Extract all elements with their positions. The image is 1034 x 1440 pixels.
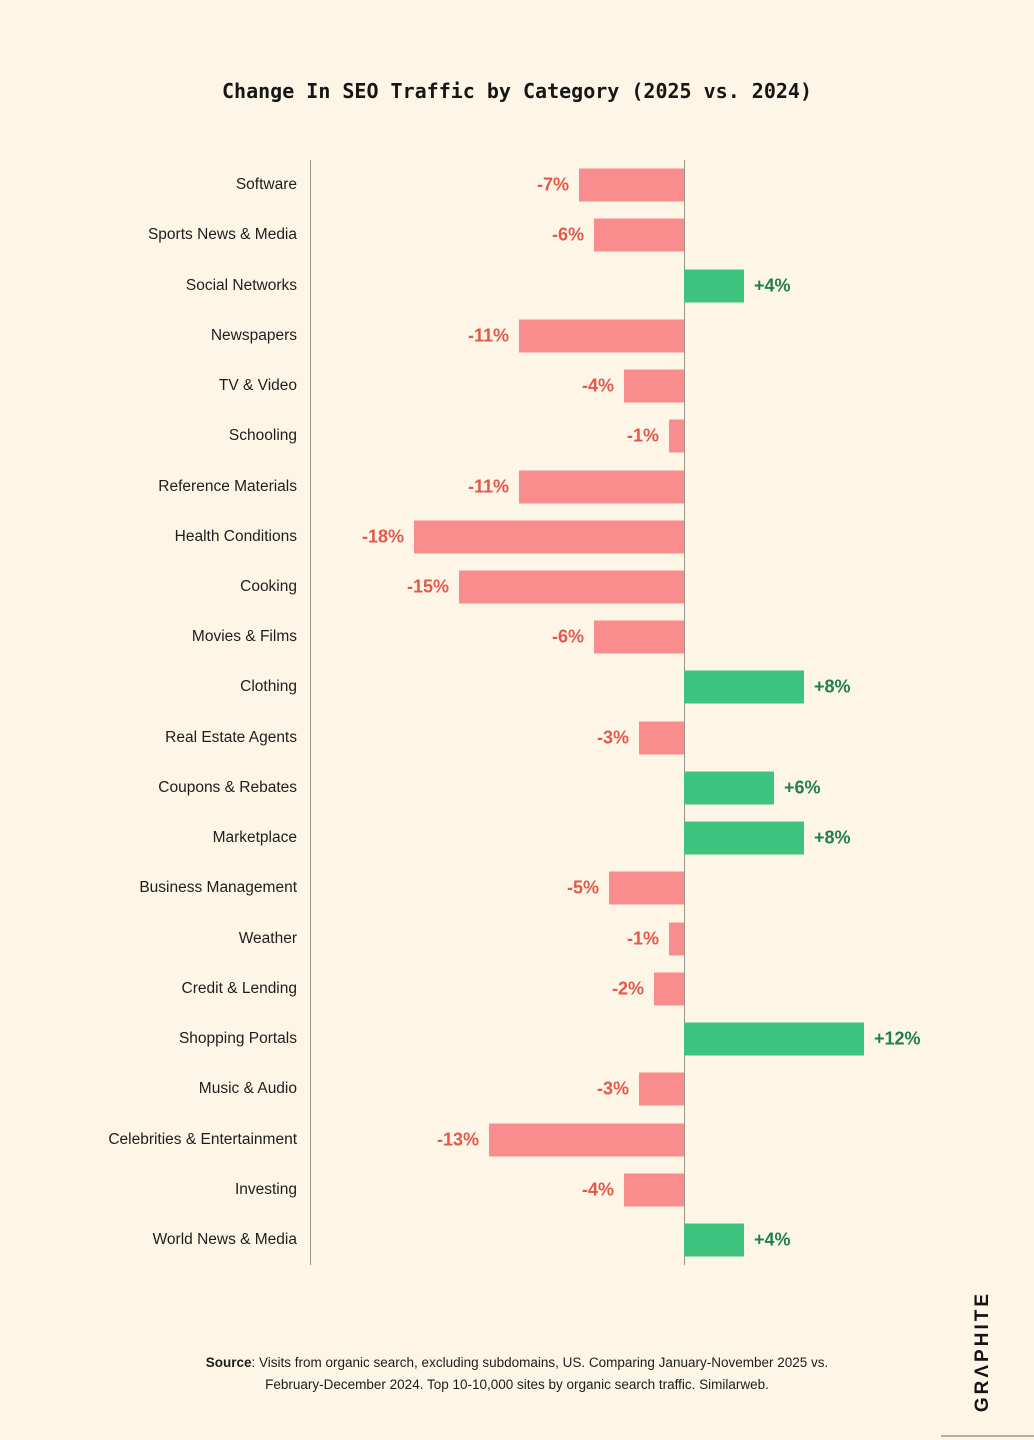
value-label: -15% xyxy=(406,576,449,597)
chart-row xyxy=(0,863,1034,913)
bar xyxy=(414,520,684,553)
value-label: -11% xyxy=(467,476,509,497)
source-text: : Visits from organic search, excluding subdomains, US. Comparing January-November 2025 vs. February-December 2024. Top 10-10,000 sites by organic search traffic. Similarweb. xyxy=(251,1355,829,1392)
chart-row xyxy=(0,1014,1034,1064)
bar xyxy=(684,822,804,855)
category-label: Investing xyxy=(234,1180,297,1198)
source-label: Source xyxy=(205,1355,252,1370)
value-label: +4% xyxy=(754,1229,791,1250)
chart-row xyxy=(0,311,1034,361)
value-label: -11% xyxy=(467,325,509,346)
bar xyxy=(489,1123,684,1156)
chart-row xyxy=(0,461,1034,511)
value-label: -4% xyxy=(581,375,614,396)
category-label: Newspapers xyxy=(210,326,297,344)
category-label: Reference Materials xyxy=(158,477,297,495)
chart-row xyxy=(0,662,1034,712)
category-label: Weather xyxy=(238,929,297,947)
chart-row xyxy=(0,210,1034,260)
chart-row xyxy=(0,1064,1034,1114)
category-label: Marketplace xyxy=(212,829,297,847)
chart-rows xyxy=(0,160,1034,1265)
bar xyxy=(669,922,684,955)
graphite-logo: GRΛPHITE xyxy=(972,1290,993,1412)
category-label: Real Estate Agents xyxy=(165,728,297,746)
category-label: Social Networks xyxy=(185,276,297,294)
bar xyxy=(684,671,804,704)
chart-row xyxy=(0,964,1034,1014)
bar xyxy=(519,470,684,503)
chart-row xyxy=(0,361,1034,411)
value-label: -18% xyxy=(361,526,404,547)
bar xyxy=(459,570,684,603)
source-note xyxy=(177,1352,857,1396)
chart-row xyxy=(0,260,1034,310)
chart-row xyxy=(0,713,1034,763)
value-label: +8% xyxy=(814,676,851,697)
category-label: Credit & Lending xyxy=(181,979,297,997)
value-label: -1% xyxy=(626,425,659,446)
bar xyxy=(639,721,684,754)
value-label: -5% xyxy=(566,877,599,898)
value-label: +12% xyxy=(874,1028,921,1049)
category-label: Shopping Portals xyxy=(178,1030,297,1048)
value-label: -3% xyxy=(596,1078,629,1099)
bar xyxy=(669,420,684,453)
category-label: Music & Audio xyxy=(198,1080,297,1098)
category-label: Clothing xyxy=(240,678,297,696)
category-label: Coupons & Rebates xyxy=(158,778,297,796)
bar xyxy=(624,1173,684,1206)
value-label: +6% xyxy=(784,777,821,798)
chart-row xyxy=(0,914,1034,964)
chart-row xyxy=(0,1165,1034,1215)
bar xyxy=(519,319,684,352)
chart-row xyxy=(0,813,1034,863)
bar xyxy=(684,269,744,302)
value-label: -3% xyxy=(596,727,629,748)
category-label: World News & Media xyxy=(152,1231,297,1249)
category-label: Cooking xyxy=(240,577,297,595)
chart-row xyxy=(0,562,1034,612)
chart-row xyxy=(0,763,1034,813)
value-label: +4% xyxy=(754,275,791,296)
chart-row xyxy=(0,411,1034,461)
bar xyxy=(624,370,684,403)
bar xyxy=(579,169,684,202)
bar xyxy=(654,972,684,1005)
chart-row xyxy=(0,512,1034,562)
chart-row xyxy=(0,1215,1034,1265)
category-label: Sports News & Media xyxy=(147,226,297,244)
bar xyxy=(684,771,774,804)
value-label: +8% xyxy=(814,827,851,848)
bar xyxy=(609,872,684,905)
value-label: -2% xyxy=(611,978,644,999)
bottom-edge-line xyxy=(941,1435,1034,1437)
category-label: Software xyxy=(235,176,297,194)
value-label: -7% xyxy=(536,174,569,195)
value-label: -13% xyxy=(436,1129,479,1150)
bar xyxy=(594,219,684,252)
value-label: -6% xyxy=(551,224,584,245)
value-label: -6% xyxy=(551,626,584,647)
category-label: TV & Video xyxy=(218,377,297,395)
chart-row xyxy=(0,1114,1034,1164)
bar xyxy=(684,1224,744,1257)
bar xyxy=(639,1073,684,1106)
value-label: -1% xyxy=(626,928,659,949)
chart-row xyxy=(0,612,1034,662)
bar-chart xyxy=(0,160,1034,1265)
bar xyxy=(684,1023,864,1056)
category-label: Movies & Films xyxy=(191,628,297,646)
value-label: -4% xyxy=(581,1179,614,1200)
category-label: Health Conditions xyxy=(174,527,297,545)
category-label: Celebrities & Entertainment xyxy=(108,1130,297,1148)
category-label: Schooling xyxy=(228,427,297,445)
category-label: Business Management xyxy=(139,879,297,897)
bar xyxy=(594,621,684,654)
chart-row xyxy=(0,160,1034,210)
chart-title: Change In SEO Traffic by Category (2025 vs. 2024) xyxy=(221,79,812,103)
